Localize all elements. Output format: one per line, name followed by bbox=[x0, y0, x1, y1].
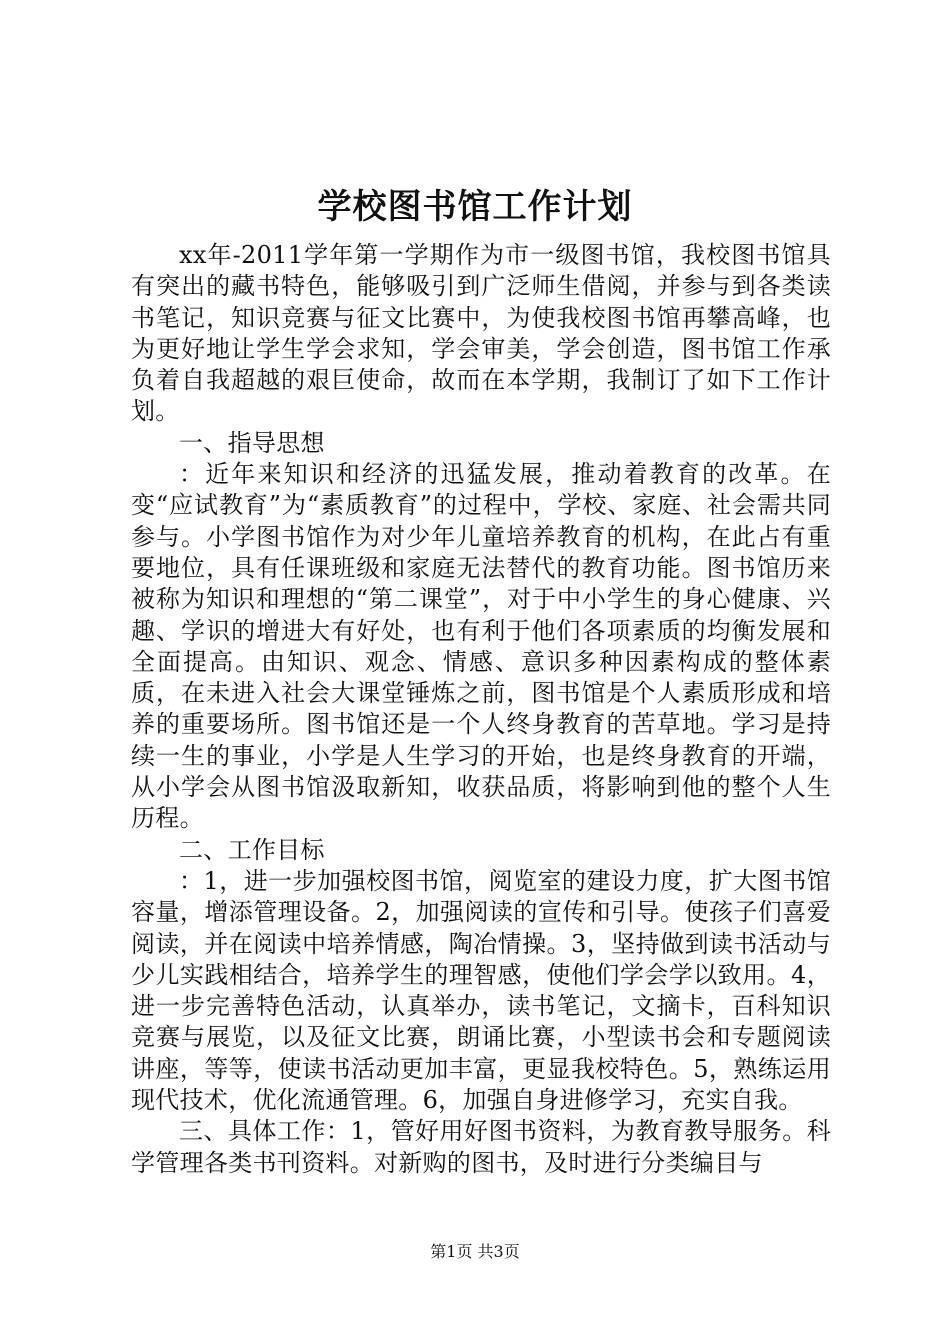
specific-work-paragraph: 三、具体工作：1，管好用好图书资料，为教育教导服务。科学管理各类书刊资料。对新购的图书，及时进行分类编目与 bbox=[131, 1117, 831, 1177]
document-title: 学校图书馆工作计划 bbox=[317, 187, 633, 227]
work-goals-paragraph: ：1，进一步加强校图书馆，阅览室的建设力度，扩大图书馆容量，增添管理设备。2，加强阅读的宣传和引导。使孩子们喜爱阅读，并在阅读中培养情感，陶冶情操。3，坚持做到读书活动与少儿实践相结合，培养学生的理智感，使他们学会学以致用。4，进一步完善特色活动，认真举办，读书笔记，文摘卡，百科知识竞赛与展览，以及征文比赛，朗诵比赛，小型读书会和专题阅读讲座，等等，使读书活动更加丰富，更显我校特色。5，熟练运用现代技术，优化流通管理。6，加强自身进修学习，充实自我。 bbox=[131, 866, 831, 1115]
guiding-ideology-paragraph: ：近年来知识和经济的迅猛发展，推动着教育的改革。在变“应试教育”为“素质教育”的过程中，学校、家庭、社会需共同参与。小学图书馆作为对少年儿童培养教育的机构，在此占有重要地位，具有任课班级和家庭无法替代的教育功能。图书馆历来被称为知识和理想的“第二课堂”，对于中小学生的身心健康、兴趣、学识的增进大有好处，也有利于他们各项素质的均衡发展和全面提高。由知识、观念、情感、意识多种因素构成的整体素质，在未进入社会大课堂锤炼之前，图书馆是个人素质形成和培养的重要场所。图书馆还是一个人终身教育的苦草地。学习是持续一生的事业，小学是人生学习的开始，也是终身教育的开端，从小学会从图书馆汲取新知，收获品质，将影响到他的整个人生历程。 bbox=[131, 460, 831, 833]
intro-paragraph: xx年-2011学年第一学期作为市一级图书馆，我校图书馆具有突出的藏书特色，能够吸引到广泛师生借阅，并参与到各类读书笔记，知识竞赛与征文比赛中，为使我校图书馆再攀高峰，也为更好地让学生学会求知，学会审美，学会创造，图书馆工作承负着自我超越的艰巨使命，故而在本学期，我制订了如下工作计划。 bbox=[131, 241, 831, 426]
section-heading-guiding-ideology: 一、指导思想 bbox=[179, 428, 325, 457]
page-footer: 第1页 共3页 bbox=[430, 1242, 520, 1261]
document-body bbox=[131, 240, 831, 1179]
section-heading-work-goals: 二、工作目标 bbox=[179, 835, 325, 864]
